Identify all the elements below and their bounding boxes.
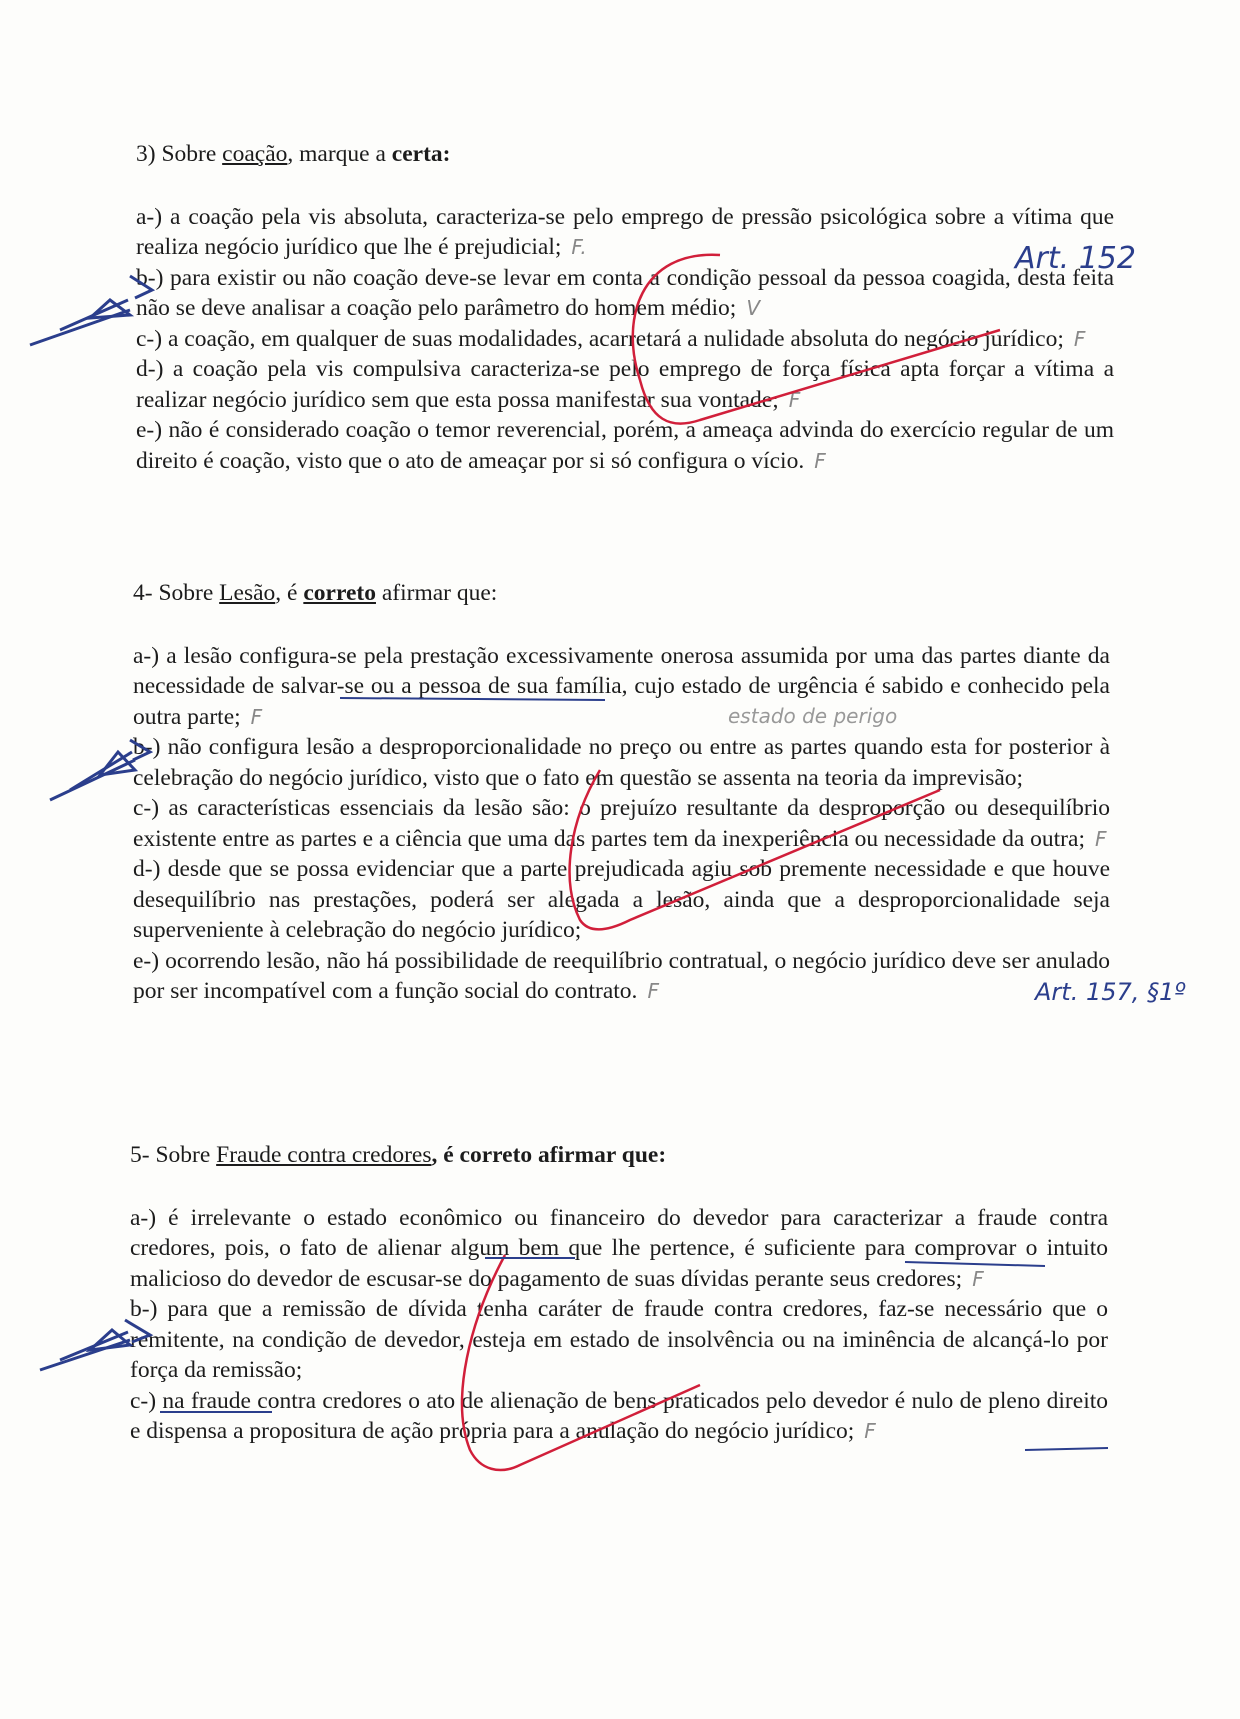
question-5-topic: Fraude contra credores <box>216 1142 432 1168</box>
question-4 <box>133 578 1110 1007</box>
handnote-art-157: Art. 157, §1º <box>1035 978 1186 1006</box>
blue-arrow-icon-q3 <box>30 276 152 345</box>
option-5a: a-) é irrelevante o estado econômico ou financeiro do devedor para caracterizar a fraude contra credores, pois, o fato de alienar algum bem que lhe pertence, é suficiente para comprovar o intuito malicioso do devedor de escusar-se do pagamento de suas dívidas perante seus credores; F <box>130 1204 1108 1292</box>
option-4e: e-) ocorrendo lesão, não há possibilidade de reequilíbrio contratual, o negócio jurídico deve ser anulado por ser incompatível com a função social do contrato. F <box>133 947 1110 1004</box>
grade-mark: F <box>864 1419 876 1443</box>
option-4a: a-) a lesão configura-se pela prestação excessivamente onerosa assumida por uma das partes diante da necessidade de salvar-se ou a pessoa de sua família, cujo estado de urgência é sabido e conhecido pela outra parte; F <box>133 642 1110 730</box>
option-3b: b-) para existir ou não coação deve-se levar em conta a condição pessoal da pessoa coagida, desta feita não se deve analisar a coação pelo parâmetro do homem médio; V <box>136 264 1114 321</box>
option-3a: a-) a coação pela vis absoluta, caracteriza-se pelo emprego de pressão psicológica sobre a vítima que realiza negócio jurídico que lhe é prejudicial; F. <box>136 203 1114 260</box>
grade-mark: F <box>250 704 263 729</box>
question-3-topic: coação <box>222 141 288 167</box>
grade-mark: F <box>1094 826 1107 851</box>
question-4-heading: 4- Sobre Lesão, é correto afirmar que: <box>133 580 498 606</box>
option-4b: b-) não configura lesão a desproporcionalidade no preço ou entre as partes quando esta for posterior à celebração do negócio jurídico, visto que o fato em questão se assenta na teoria da imprevisão; <box>133 734 1110 791</box>
grade-mark: V <box>746 296 760 320</box>
grade-mark: F <box>1073 326 1086 351</box>
question-3 <box>136 139 1114 476</box>
option-4d: d-) desde que se possa evidenciar que a parte prejudicada agiu sob premente necessidade e que houve desequilíbrio nas prestações, poderá ser alegada a lesão, ainda que a desproporcionalidade seja superveniente à celebração do negócio jurídico; <box>133 856 1110 943</box>
option-3d: d-) a coação pela vis compulsiva caracteriza-se pelo emprego de força física apta forçar a vítima a realizar negócio jurídico sem que esta possa manifestar sua vontade; F <box>136 356 1114 413</box>
grade-mark: F <box>788 387 801 412</box>
handnote-estado-perigo: estado de perigo <box>728 704 898 728</box>
grade-mark: F <box>814 448 826 473</box>
question-4-topic: Lesão <box>219 580 276 606</box>
question-5-heading: 5- Sobre Fraude contra credores, é correto afirmar que: <box>130 1142 667 1168</box>
blue-underline-e-nulo <box>1025 1448 1108 1450</box>
option-3e: e-) não é considerado coação o temor reverencial, porém, a ameaça advinda do exercício regular de um direito é coação, visto que o ato de ameaçar por si só configura o vício. F <box>136 417 1114 474</box>
grade-mark: F. <box>571 235 587 259</box>
grade-mark: F <box>972 1266 984 1291</box>
handnote-art-152: Art. 152 <box>1015 241 1136 276</box>
question-5 <box>130 1140 1108 1447</box>
question-3-heading: 3) Sobre coação, marque a certa: <box>136 141 451 167</box>
option-4c: c-) as características essenciais da lesão são: o prejuízo resultante da desproporção ou desequilíbrio existente entre as partes e a ciência que uma das partes tem da inexperiência ou necessidade da outra; F <box>133 795 1110 852</box>
grade-mark: F <box>647 979 659 1003</box>
option-5c: c-) na fraude contra credores o ato de alienação de bens praticados pelo devedor é nulo de pleno direito e dispensa a propositura de ação própria para a anulação do negócio jurídico; F <box>130 1387 1108 1444</box>
option-5b: b-) para que a remissão de dívida tenha caráter de fraude contra credores, faz-se necessário que o remitente, na condição de devedor, esteja em estado de insolvência ou na iminência de alcançá-lo por força da remissão; <box>130 1296 1108 1383</box>
option-3c: c-) a coação, em qualquer de suas modalidades, acarretará a nulidade absoluta do negócio jurídico; F <box>136 325 1086 352</box>
